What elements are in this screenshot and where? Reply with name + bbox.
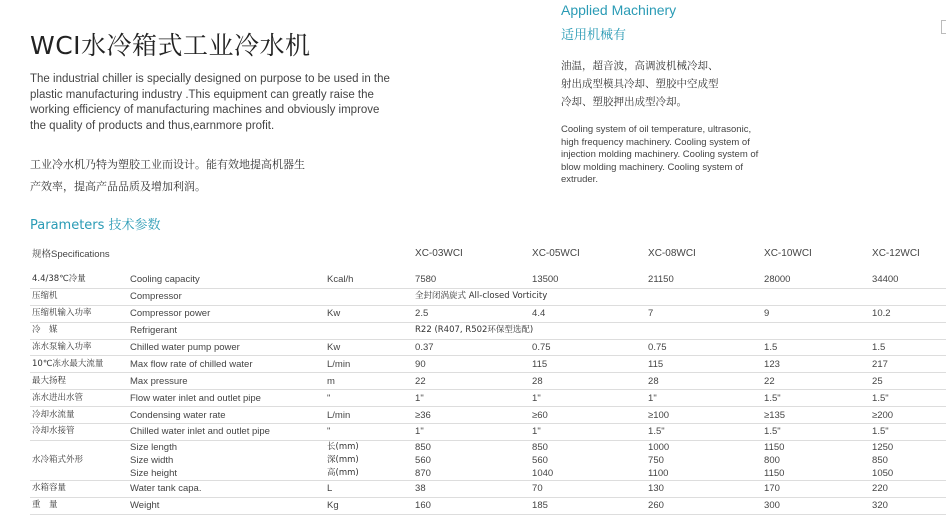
row-unit (325, 440, 413, 480)
table-cell: 90 (413, 356, 530, 373)
table-row (30, 288, 946, 305)
row-label-cn: 压缩机输入功率 (30, 305, 128, 322)
table-cell: 22 (762, 373, 870, 390)
row-label-cn: 水冷箱式外形 (30, 440, 128, 480)
table-cell: ≥200 (870, 407, 946, 424)
table-cell: 1" (646, 390, 762, 407)
table-cell: 28 (646, 373, 762, 390)
size-unit: 深(mm) (327, 454, 359, 465)
applied-machinery-heading-cn: 适用机械有 (561, 28, 627, 43)
row-label-en: Cooling capacity (128, 270, 325, 288)
table-cell: 1.5" (762, 424, 870, 441)
size-unit: 长(mm) (327, 441, 359, 452)
table-cell: 1.5" (870, 424, 946, 441)
table-row (30, 480, 946, 497)
table-cell: 1.5 (870, 339, 946, 356)
row-label-cn: 水箱容量 (30, 480, 128, 497)
table-cell: 185 (530, 497, 646, 514)
table-cell: 10.2 (870, 305, 946, 322)
applications-line: 油温，超音波，高调波机械冷却、 (561, 60, 719, 72)
table-cell: 300 (762, 497, 870, 514)
table-row (30, 339, 946, 356)
size-value: 1150 (764, 441, 785, 453)
intro-english: The industrial chiller is specially designed on purpose to be used in the plastic manufacturing industry .This equipment can greatly raise the working efficiency of manufacturing machines and obviously improve the quality of products and thus,earnmore profit. (30, 73, 390, 132)
page-edge-mark (941, 20, 946, 34)
model-header: XC-12WCI (870, 238, 946, 270)
size-label: Size length (130, 441, 178, 453)
row-label-en: Flow water inlet and outlet pipe (128, 390, 325, 407)
size-value: 1050 (872, 467, 894, 479)
table-cell: 7580 (413, 270, 530, 288)
parameters-heading: Parameters 技术参数 (30, 218, 161, 233)
row-label-cn: 4.4/38℃冷量 (30, 270, 128, 288)
row-label-cn: 冻水进出水管 (30, 390, 128, 407)
size-value: 1250 (872, 441, 894, 453)
table-cell: 22 (413, 373, 530, 390)
row-unit: Kcal/h (325, 270, 413, 288)
table-cell-span: R22 (R407, R502环保型选配) (413, 322, 946, 339)
intro-chinese-line: 工业冷水机乃特为塑胶工业而设计。能有效地提高机器生 (30, 158, 305, 171)
size-value: 750 (648, 454, 664, 466)
table-cell: ≥36 (413, 407, 530, 424)
table-cell: 1" (530, 424, 646, 441)
row-label-en: Max pressure (128, 373, 325, 390)
intro-chinese (30, 154, 360, 198)
row-label-cn: 最大扬程 (30, 373, 128, 390)
table-cell: 13500 (530, 270, 646, 288)
size-value: 1000 (648, 441, 670, 453)
applications-english: Cooling system of oil temperature, ultrasonic, high frequency machinery. Cooling system of injection molding machinery. Cooling system of blow molding machinery. Cooling system of extruder. (561, 124, 759, 186)
row-unit: L/min (325, 356, 413, 373)
size-unit: 高(mm) (327, 467, 359, 478)
intro-chinese-line: 产效率，提高产品品质及增加利润。 (30, 180, 206, 193)
table-cell: 1" (530, 390, 646, 407)
row-unit: m (325, 373, 413, 390)
model-header: XC-03WCI (413, 238, 530, 270)
row-label-en: Weight (128, 497, 325, 514)
table-row (30, 356, 946, 373)
table-row (30, 497, 946, 514)
size-label: Size height (130, 467, 178, 479)
size-value: 1150 (764, 467, 785, 479)
table-cell: 260 (646, 497, 762, 514)
table-cell: 70 (530, 480, 646, 497)
table-cell: 1" (413, 424, 530, 441)
table-cell: 1" (413, 390, 530, 407)
table-cell: 2.5 (413, 305, 530, 322)
table-row-size (30, 440, 946, 480)
table-cell: 170 (762, 480, 870, 497)
table-cell: 1.5" (870, 390, 946, 407)
table-cell: ≥135 (762, 407, 870, 424)
spec-header: 规格Specifications (30, 238, 413, 270)
table-row (30, 305, 946, 322)
size-value: 560 (532, 454, 548, 466)
applied-machinery-heading: Applied Machinery (561, 2, 677, 18)
table-cell: 320 (870, 497, 946, 514)
size-value: 1100 (648, 467, 669, 479)
table-cell: 34400 (870, 270, 946, 288)
table-cell (762, 440, 870, 480)
size-label: Size width (130, 454, 174, 466)
table-row (30, 424, 946, 441)
size-value: 850 (872, 454, 888, 466)
table-cell-span: 全封闭涡旋式 All-closed Vorticity (413, 288, 946, 305)
table-cell: ≥100 (646, 407, 762, 424)
table-cell: 1.5" (646, 424, 762, 441)
specifications-table (30, 238, 946, 515)
applications-line: 冷却、塑胶押出成型冷却。 (561, 96, 687, 108)
table-cell: 28000 (762, 270, 870, 288)
table-cell (413, 440, 530, 480)
table-cell: 9 (762, 305, 870, 322)
row-unit (325, 288, 413, 305)
table-row (30, 270, 946, 288)
size-value: 560 (415, 454, 431, 466)
table-cell: 25 (870, 373, 946, 390)
table-header-row (30, 238, 946, 270)
size-value: 1040 (532, 467, 554, 479)
row-label-en: Condensing water rate (128, 407, 325, 424)
size-value: 850 (415, 441, 431, 453)
table-cell: 160 (413, 497, 530, 514)
page-title: WCI水冷箱式工业冷水机 (30, 31, 311, 60)
table-cell (646, 440, 762, 480)
table-row (30, 407, 946, 424)
row-label-en: Max flow rate of chilled water (128, 356, 325, 373)
row-label-cn: 冻水泵输入功率 (30, 339, 128, 356)
model-header: XC-08WCI (646, 238, 762, 270)
table-cell: 1.5" (762, 390, 870, 407)
table-cell: 4.4 (530, 305, 646, 322)
table-cell (870, 440, 946, 480)
table-cell: 21150 (646, 270, 762, 288)
size-value: 850 (532, 441, 548, 453)
row-unit: " (325, 390, 413, 407)
row-unit: Kg (325, 497, 413, 514)
row-label-cn: 10℃冻水最大流量 (30, 356, 128, 373)
table-cell: 1.5 (762, 339, 870, 356)
row-unit: L/min (325, 407, 413, 424)
row-label-en: Chilled water pump power (128, 339, 325, 356)
table-cell: 7 (646, 305, 762, 322)
row-unit: L (325, 480, 413, 497)
model-header: XC-05WCI (530, 238, 646, 270)
table-cell (530, 440, 646, 480)
row-unit (325, 322, 413, 339)
table-cell: 217 (870, 356, 946, 373)
table-cell: 123 (762, 356, 870, 373)
applications-line: 射出成型模具冷却、塑胶中空成型 (561, 78, 719, 90)
row-label-en: Chilled water inlet and outlet pipe (128, 424, 325, 441)
row-label-cn: 冷却水接管 (30, 424, 128, 441)
table-row (30, 373, 946, 390)
row-label-cn: 重 量 (30, 497, 128, 514)
row-label-en: Refrigerant (128, 322, 325, 339)
size-value: 800 (764, 454, 780, 466)
model-header: XC-10WCI (762, 238, 870, 270)
table-cell: 220 (870, 480, 946, 497)
row-unit: Kw (325, 339, 413, 356)
row-unit: " (325, 424, 413, 441)
table-cell: 28 (530, 373, 646, 390)
row-label-en (128, 440, 325, 480)
table-cell: 0.75 (646, 339, 762, 356)
table-cell: 0.37 (413, 339, 530, 356)
row-label-cn: 冷 媒 (30, 322, 128, 339)
table-row (30, 390, 946, 407)
row-label-cn: 冷却水流量 (30, 407, 128, 424)
row-label-en: Compressor (128, 288, 325, 305)
row-label-en: Water tank capa. (128, 480, 325, 497)
table-cell: 0.75 (530, 339, 646, 356)
table-cell: 130 (646, 480, 762, 497)
table-cell: ≥60 (530, 407, 646, 424)
row-label-en: Compressor power (128, 305, 325, 322)
row-unit: Kw (325, 305, 413, 322)
table-cell: 38 (413, 480, 530, 497)
size-value: 870 (415, 467, 431, 479)
table-cell: 115 (646, 356, 762, 373)
applications-chinese (561, 57, 771, 111)
table-row (30, 322, 946, 339)
table-cell: 115 (530, 356, 646, 373)
row-label-cn: 压缩机 (30, 288, 128, 305)
